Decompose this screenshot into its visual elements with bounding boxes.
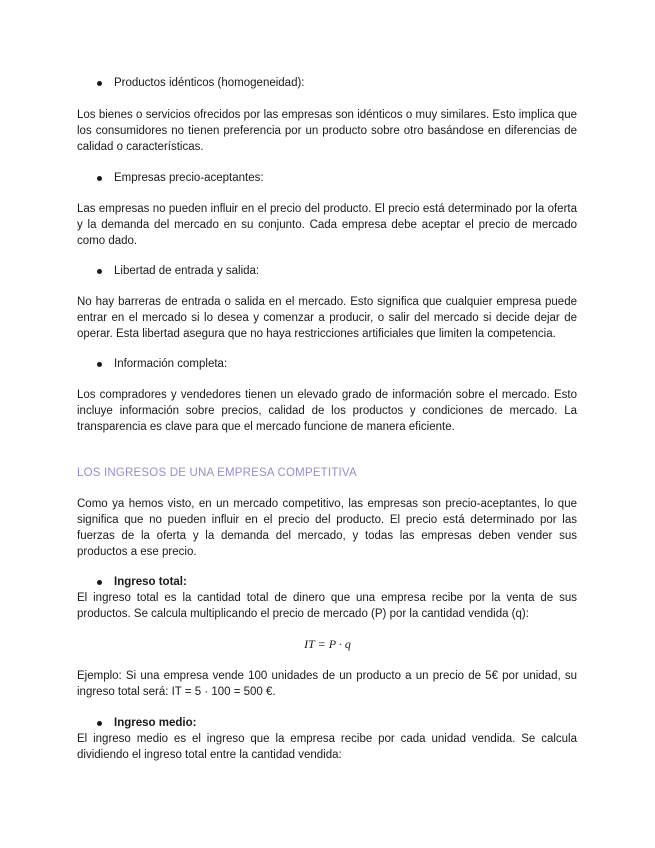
paragraph-informacion-completa: Los compradores y vendedores tienen un elevado grado de información sobre el mercado. Esto incluye información sobre precios, calidad de los productos y condiciones de mercado. La transparencia es clave para que el mercado funcione de manera eficiente. [77, 389, 577, 433]
bullet-dot-icon [97, 81, 102, 86]
bullet-ingreso-total [97, 574, 187, 590]
paragraph-productos-identicos: Los bienes o servicios ofrecidos por las empresas son idénticos o muy similares. Esto implica que los consumidores no tienen preferencia por un producto sobre otro basándose en diferencias de calidad o características. [77, 109, 577, 153]
bullet-label: Libertad de entrada y salida: [114, 265, 260, 277]
section-heading: LOS INGRESOS DE UNA EMPRESA COMPETITIVA [77, 467, 357, 479]
bullet-dot-icon [97, 176, 102, 181]
paragraph-ingreso-total: El ingreso total es la cantidad total de dinero que una empresa recibe por la venta de sus productos. Se calcula multiplicando el precio de mercado (P) por la cantidad vendida (q): [77, 592, 577, 620]
bullet-label: Información completa: [114, 358, 228, 370]
paragraph-empresas-precio-aceptantes: Las empresas no pueden influir en el precio del producto. El precio está determinado por la oferta y la demanda del mercado en su conjunto. Cada empresa debe aceptar el precio de mercado como dado. [77, 203, 577, 247]
bullet-productos-identicos [97, 75, 305, 91]
bullet-empresas-precio-aceptantes [97, 170, 264, 186]
paragraph-libertad-entrada-salida: No hay barreras de entrada o salida en el mercado. Esto significa que cualquier empresa puede entrar en el mercado si lo desea y comenzar a producir, o salir del mercado si decide dejar de operar. Esta libertad asegura que no haya restricciones artificiales que limiten la competencia. [77, 296, 577, 340]
bullet-ingreso-medio [97, 715, 196, 731]
bullet-label: Ingreso medio: [114, 717, 197, 729]
bullet-dot-icon [97, 362, 102, 367]
bullet-dot-icon [97, 580, 102, 585]
bullet-dot-icon [97, 721, 102, 726]
paragraph-ingreso-medio: El ingreso medio es el ingreso que la empresa recibe por cada unidad vendida. Se calcula dividiendo el ingreso total entre la cantidad vendida: [77, 733, 577, 761]
formula-ingreso-total: IT = P · q [304, 637, 351, 651]
paragraph-ejemplo: Ejemplo: Si una empresa vende 100 unidades de un producto a un precio de 5€ por unidad, su ingreso total será: IT = 5 · 100 = 500 €. [77, 670, 577, 698]
bullet-label: Productos idénticos (homogeneidad): [114, 77, 305, 89]
bullet-dot-icon [97, 269, 102, 274]
bullet-informacion-completa [97, 356, 227, 372]
bullet-label: Ingreso total: [114, 576, 187, 588]
bullet-libertad-entrada-salida [97, 263, 259, 279]
paragraph-intro: Como ya hemos visto, en un mercado competitivo, las empresas son precio-aceptantes, lo que significa que no pueden influir en el precio del producto. El precio está determinado por las fuerzas de la oferta y la demanda del mercado, y todas las empresas deben vender sus productos a ese precio. [77, 498, 577, 558]
bullet-label: Empresas precio-aceptantes: [114, 172, 264, 184]
